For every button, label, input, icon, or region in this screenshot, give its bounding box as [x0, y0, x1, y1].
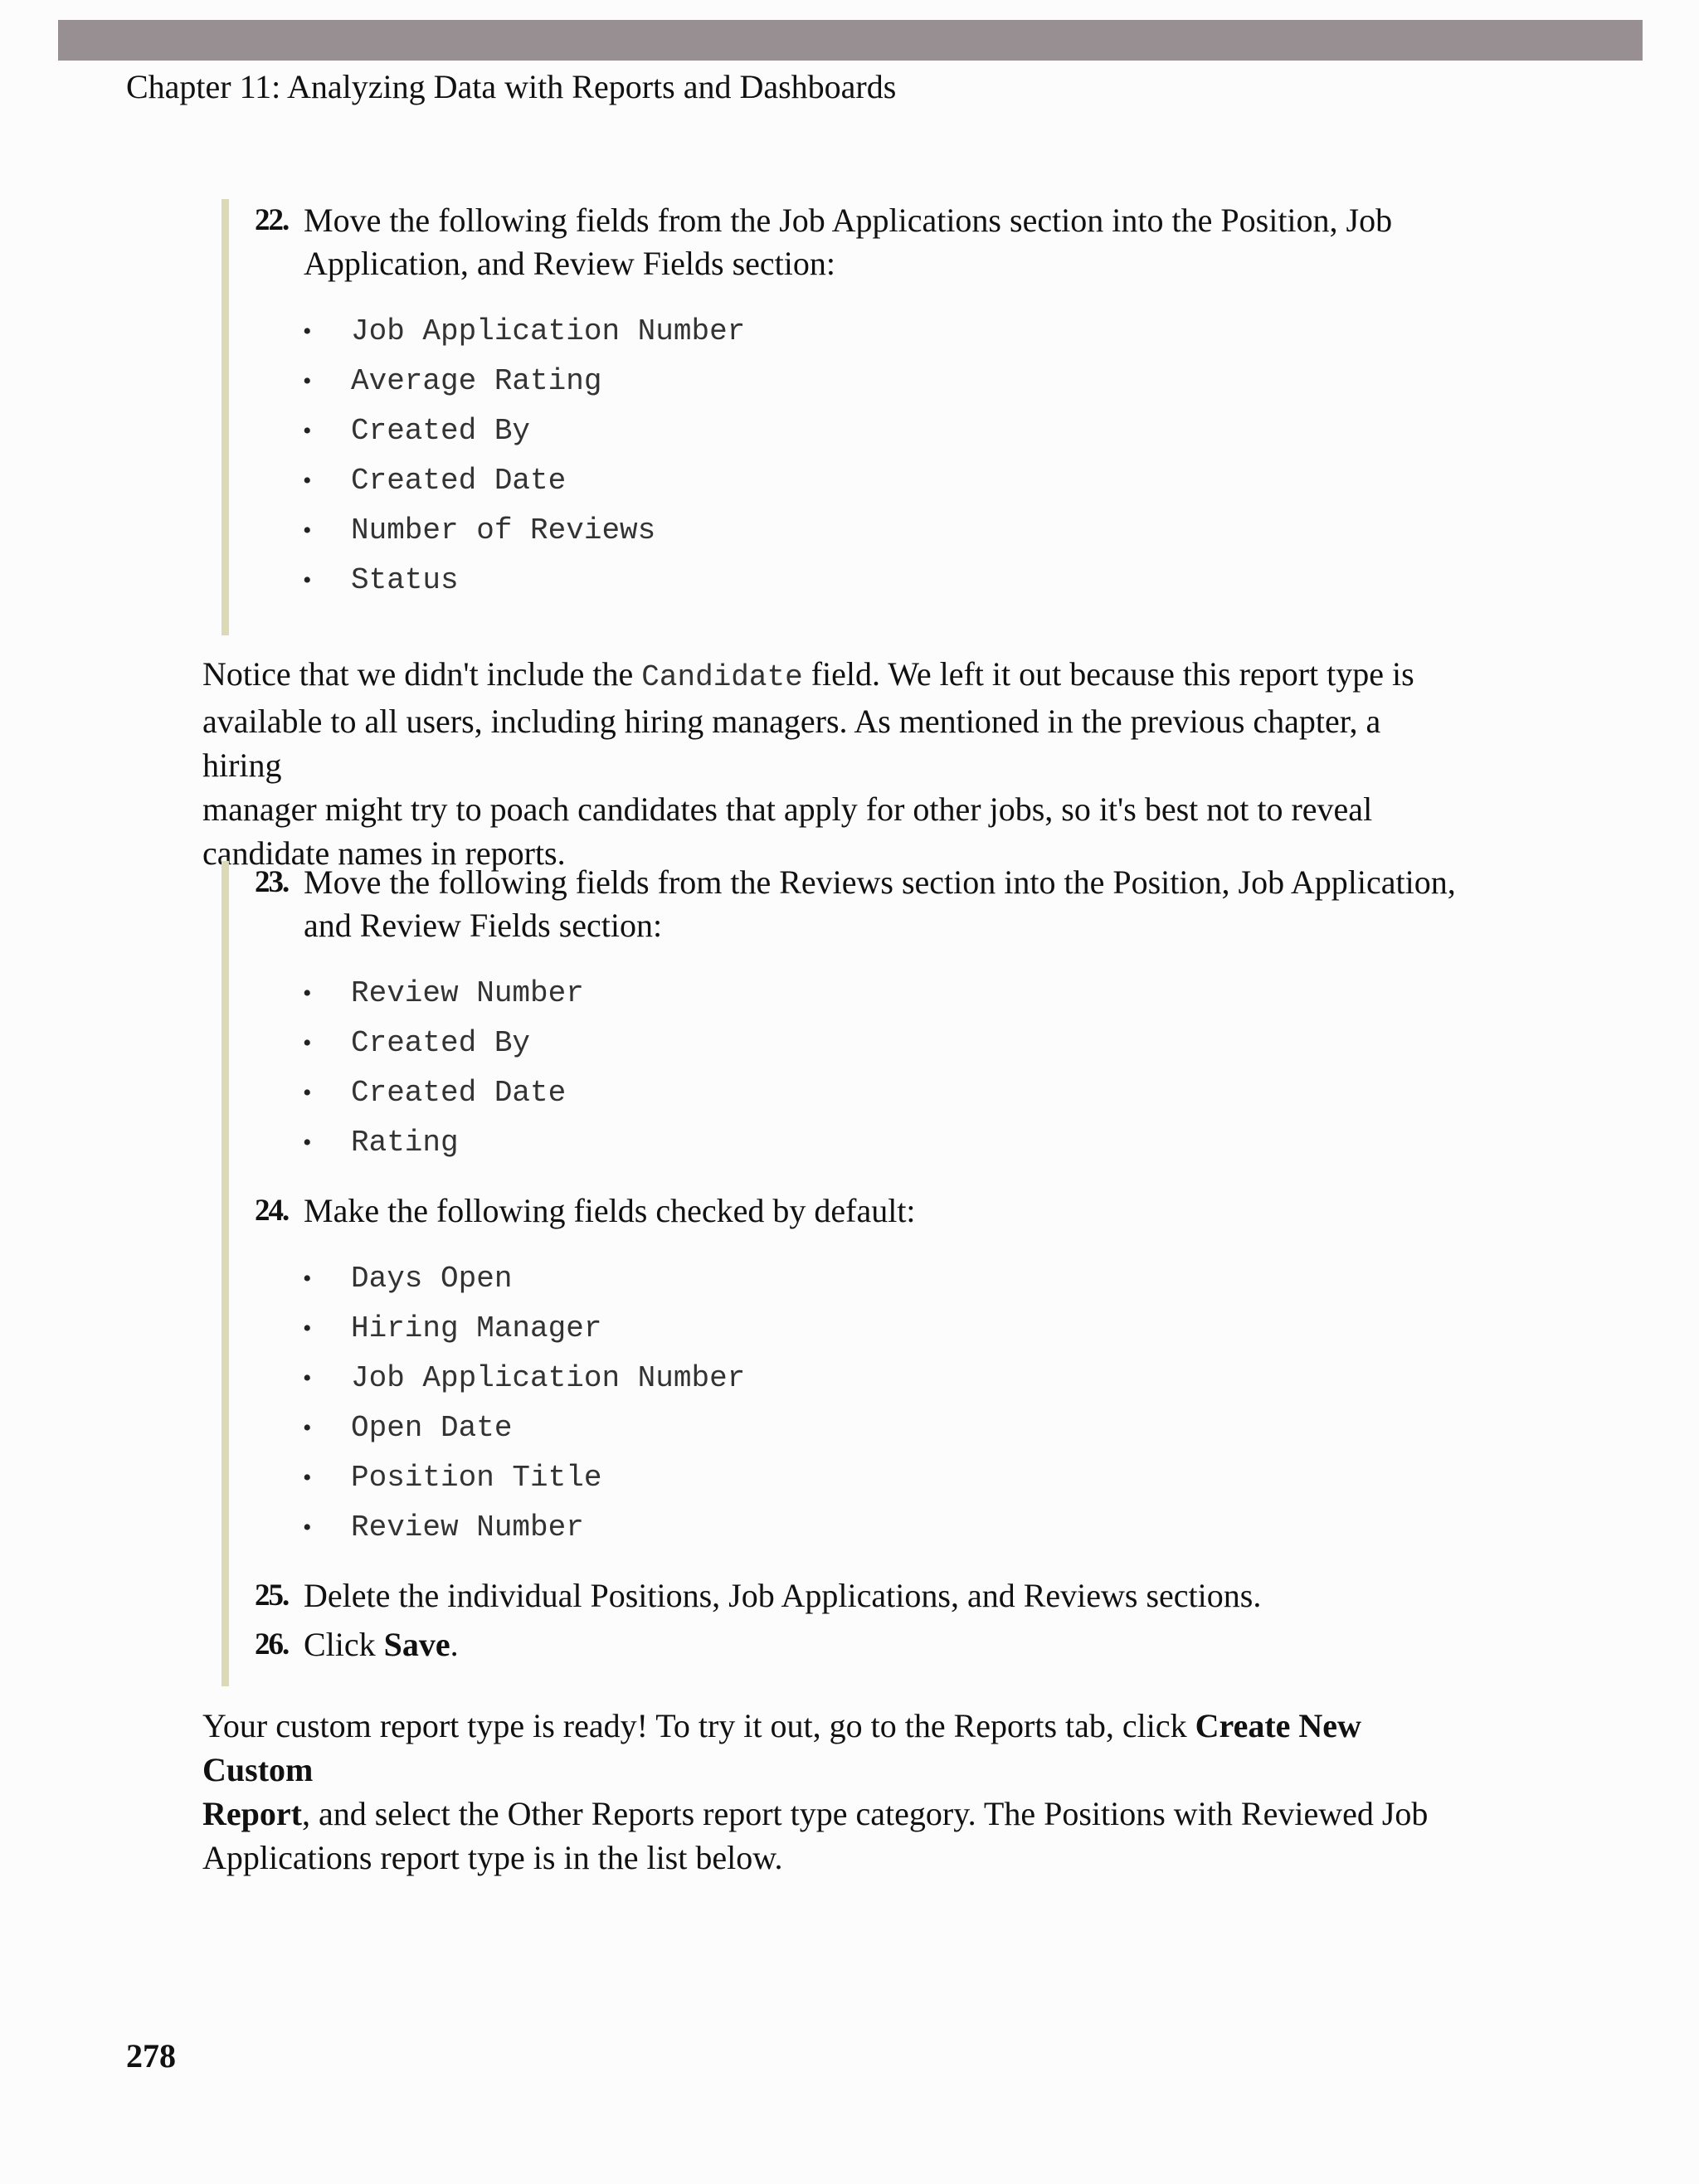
list-item: • Days Open: [229, 1254, 1482, 1304]
list-item: • Hiring Manager: [229, 1304, 1482, 1354]
step-number: 22.: [255, 203, 289, 237]
step-text-line: Move the following fields from the Reviews section into the Position, Job Application,: [304, 863, 1456, 901]
page-number: 278: [126, 2037, 176, 2075]
bold-text: Report: [202, 1795, 302, 1832]
list-item: • Position Title: [229, 1453, 1482, 1503]
bullet: •: [303, 467, 312, 494]
paragraph-line: Applications report type is in the list below.: [202, 1839, 783, 1876]
step-number: 25.: [255, 1578, 289, 1612]
bullet: •: [303, 318, 312, 345]
step-22: [229, 199, 1482, 285]
list-item: • Review Number: [229, 969, 1482, 1019]
step-text-line: Move the following fields from the Job Applications section into the Position, Job: [304, 202, 1393, 239]
list-item: • Created By: [229, 1019, 1482, 1068]
bullet: •: [303, 1315, 312, 1342]
bullet: •: [303, 1029, 312, 1057]
bullet: •: [303, 567, 312, 594]
notice-paragraph: [202, 652, 1463, 875]
list-item: • Created By: [229, 406, 1482, 456]
step-text-line: Click Save.: [304, 1626, 459, 1663]
bullet: •: [303, 1265, 312, 1292]
list-item: • Open Date: [229, 1403, 1482, 1453]
bullet: •: [303, 517, 312, 544]
save-label: Save: [383, 1626, 450, 1663]
bullet: •: [303, 367, 312, 395]
paragraph-line: manager might try to poach candidates that apply for other jobs, so it's best not to reveal: [202, 790, 1373, 828]
step-text-line: Application, and Review Fields section:: [304, 245, 835, 282]
closing-paragraph: [202, 1704, 1463, 1880]
step-block-22: [222, 199, 1482, 635]
step-text-line: Delete the individual Positions, Job Applications, and Reviews sections.: [304, 1577, 1262, 1614]
list-item: • Number of Reviews: [229, 506, 1482, 556]
field-list: [229, 969, 1482, 1168]
step-text-line: Make the following fields checked by default:: [304, 1192, 916, 1229]
paragraph-line: Notice that we didn't include the Candidate field. We left it out because this report type is: [202, 655, 1414, 694]
bullet: •: [303, 417, 312, 445]
step-26: [229, 1623, 1482, 1666]
bullet: •: [303, 1414, 312, 1442]
bullet: •: [303, 1464, 312, 1491]
step-block-23-26: [222, 861, 1482, 1686]
step-25: [229, 1574, 1482, 1617]
list-item: • Rating: [229, 1118, 1482, 1168]
step-24: [229, 1189, 1482, 1233]
list-item: • Average Rating: [229, 357, 1482, 406]
step-text-line: and Review Fields section:: [304, 907, 663, 944]
field-list: [229, 1254, 1482, 1553]
inline-code: Candidate: [641, 660, 803, 694]
bullet: •: [303, 980, 312, 1007]
paragraph-line: Report, and select the Other Reports report type category. The Positions with Reviewed Job: [202, 1795, 1429, 1832]
field-list: [229, 307, 1482, 606]
step-number: 23.: [255, 865, 289, 899]
list-item: • Created Date: [229, 456, 1482, 506]
paragraph-line: candidate names in reports.: [202, 834, 566, 872]
step-number: 26.: [255, 1627, 289, 1661]
bullet: •: [303, 1079, 312, 1107]
bullet: •: [303, 1129, 312, 1156]
paragraph-line: available to all users, including hiring managers. As mentioned in the previous chapter, a hiring: [202, 703, 1381, 784]
list-item: • Job Application Number: [229, 307, 1482, 357]
bullet: •: [303, 1364, 312, 1392]
step-number: 24.: [255, 1194, 289, 1228]
list-item: • Created Date: [229, 1068, 1482, 1118]
bullet: •: [303, 1514, 312, 1541]
header-bar: [58, 20, 1643, 61]
paragraph-line: Your custom report type is ready! To try it out, go to the Reports tab, click Create New Custom: [202, 1707, 1361, 1788]
list-item: • Status: [229, 556, 1482, 606]
bold-text: Create New Custom: [202, 1707, 1361, 1788]
list-item: • Review Number: [229, 1503, 1482, 1553]
list-item: • Job Application Number: [229, 1354, 1482, 1403]
chapter-title: Chapter 11: Analyzing Data with Reports and Dashboards: [126, 68, 897, 105]
step-23: [229, 861, 1482, 947]
